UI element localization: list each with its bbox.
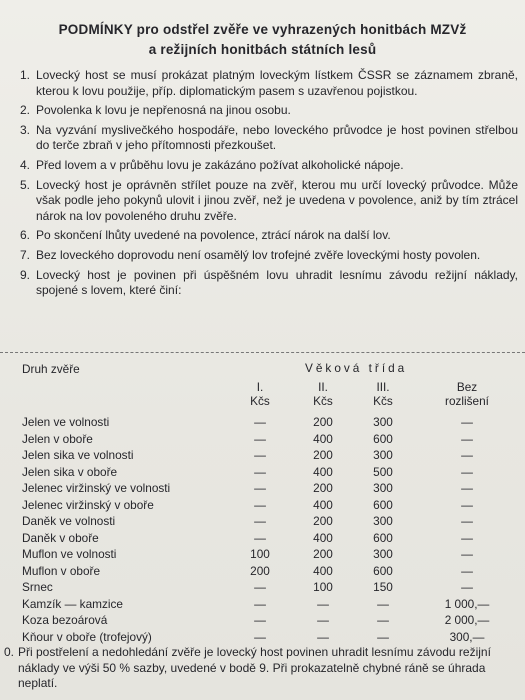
table-row — [0, 630, 525, 646]
fee-cell: — — [254, 613, 266, 627]
fee-cell: — — [254, 481, 266, 495]
fee-cell: — — [461, 415, 473, 429]
rule-item — [8, 228, 518, 244]
fee-cell: — — [461, 514, 473, 528]
fee-cell: — — [461, 481, 473, 495]
footer-text: Při postřelení a nedohledání zvěře je lovecký host povinen uhradit lesnímu závodu režijní náklady ve výši 50 % sazby, uvedené v bodě 9. Při prokazatelně chybné ráně se úhrada neplatí. — [18, 645, 491, 690]
column-header-line-1: II. — [318, 380, 328, 394]
column-header-line-1: Bez — [456, 380, 478, 394]
species-name: Muflon v oboře — [22, 563, 101, 578]
rules-list — [8, 68, 518, 303]
rule-number: 9. — [19, 267, 30, 282]
species-name: Jelen sika ve volnosti — [22, 448, 134, 462]
footer-note — [0, 645, 515, 692]
species-name: Jelenec viržinský v oboře — [22, 497, 154, 512]
rule-item — [8, 268, 518, 299]
fee-cell: 400 — [313, 497, 333, 512]
species-name: Kamzík — kamzice — [22, 596, 123, 611]
rule-number: 4. — [19, 158, 30, 173]
rule-text: Lovecký host je oprávněn střílet pouze na zvěř, kterou mu určí lovecký průvodce. Může však podle jeho pokynů ulovit i jinou zvěř, než je uvedena v povolence, aniž by tím ztrácel nárok na lov povoleného druhu zvěře. — [36, 177, 518, 223]
fee-cell: — — [317, 629, 329, 644]
table-row — [0, 580, 525, 596]
species-name: Kňour v oboře (trofejový) — [22, 629, 152, 644]
footer-number: 0. — [3, 645, 14, 659]
species-name: Daněk ve volnosti — [22, 514, 116, 528]
fee-cell: — — [461, 497, 473, 512]
fee-cell: 300 — [373, 481, 393, 495]
rule-text: Lovecký host se musí prokázat platným loveckým lístkem ČSSR se záznamem zbraně, kterou k lovu použije, příp. diplomatickým pasem s uzavřenou pojistkou. — [36, 68, 518, 98]
age-class-column-header — [353, 380, 413, 408]
fee-cell: 300 — [373, 514, 393, 528]
fee-cell: 200 — [313, 448, 333, 462]
fee-cell: — — [254, 497, 266, 512]
table-row — [0, 597, 525, 613]
table-row — [0, 481, 525, 497]
rule-text: Před lovem a v průběhu lovu je zakázáno požívat alkoholické nápoje. — [36, 158, 404, 173]
fee-cell: — — [461, 464, 473, 479]
table-row — [0, 432, 525, 448]
table-row — [0, 613, 525, 629]
fee-cell: — — [461, 547, 473, 561]
fee-cell: — — [254, 448, 266, 462]
species-name: Jelenec viržinský ve volnosti — [22, 481, 171, 495]
fee-cell: — — [461, 431, 473, 446]
fee-cell: — — [254, 514, 266, 528]
column-header-line-2: rozlišení — [445, 394, 489, 408]
fee-cell: 150 — [373, 580, 393, 594]
rule-text: Lovecký host je povinen při úspěšném lovu uhradit lesnímu závodu režijní náklady, spojené s lovem, které činí: — [36, 267, 518, 298]
fee-cell: 600 — [373, 563, 393, 578]
column-header-line-2: Kčs — [250, 394, 270, 408]
rule-number: 7. — [19, 248, 30, 263]
section-divider — [0, 352, 525, 353]
column-header-line-1: III. — [376, 380, 390, 394]
fee-cell: — — [377, 613, 389, 627]
title-line-1: PODMÍNKY pro odstřel zvěře ve vyhrazených honitbách MZVž — [58, 22, 467, 37]
rule-item — [8, 103, 518, 119]
rule-item — [8, 123, 518, 154]
rule-number: 5. — [19, 177, 30, 192]
fee-cell: 200 — [313, 514, 333, 528]
rule-text: Povolenka k lovu je nepřenosná na jinou osobu. — [36, 103, 291, 118]
table-row — [0, 415, 525, 431]
fee-cell: — — [254, 629, 266, 644]
table-row — [0, 498, 525, 514]
document-title — [0, 0, 525, 60]
fee-cell: — — [254, 530, 266, 545]
rule-number: 3. — [19, 122, 30, 137]
fee-cell: — — [317, 613, 329, 627]
fee-cell: — — [254, 415, 266, 429]
table-row — [0, 465, 525, 481]
fee-cell: 300,— — [449, 629, 485, 644]
column-header-line-2: Kčs — [313, 394, 333, 408]
rule-item — [8, 178, 518, 225]
fee-cell: — — [254, 580, 266, 594]
fee-cell: 300 — [373, 415, 393, 429]
fee-cell: 200 — [313, 547, 333, 561]
table-row — [0, 514, 525, 530]
species-name: Jelen sika v oboře — [22, 464, 118, 479]
fee-cell: 600 — [373, 497, 393, 512]
species-name: Jelen ve volnosti — [22, 415, 110, 429]
fee-cell: 1 000,— — [444, 596, 490, 611]
fee-cell: 500 — [373, 464, 393, 479]
table-row — [0, 547, 525, 563]
fee-cell: — — [461, 530, 473, 545]
rule-item — [8, 68, 518, 99]
table-row — [0, 448, 525, 464]
fee-cell: 400 — [313, 530, 333, 545]
column-header-line-1: I. — [256, 380, 264, 394]
rule-text: Na vyzvání myslivečkého hospodáře, nebo loveckého průvodce je host povinen střelbou do terče zbraň v jeho přítomnosti přezkoušet. — [36, 122, 518, 153]
fee-cell: 400 — [313, 431, 333, 446]
species-name: Muflon ve volnosti — [22, 547, 117, 561]
fee-cell: 200 — [313, 481, 333, 495]
fee-cell: 200 — [250, 563, 270, 578]
fee-cell: 300 — [373, 448, 393, 462]
column-header-line-2: Kčs — [373, 394, 393, 408]
species-name: Jelen v oboře — [22, 431, 93, 446]
fee-cell: — — [254, 431, 266, 446]
fee-cell: 200 — [313, 415, 333, 429]
rule-text: Po skončení lhůty uvedené na povolence, ztrácí nárok na další lov. — [36, 228, 391, 243]
age-class-column-header — [293, 380, 353, 408]
fee-cell: 600 — [373, 530, 393, 545]
fee-cell: — — [377, 596, 389, 611]
fee-cell: 300 — [373, 547, 393, 561]
fee-cell: 2 000,— — [444, 613, 490, 627]
fee-cell: 400 — [313, 563, 333, 578]
table-row — [0, 531, 525, 547]
fee-cell: 100 — [250, 547, 270, 561]
age-class-column-header — [230, 380, 290, 408]
fee-cell: — — [254, 464, 266, 479]
age-class-column-header — [432, 380, 502, 408]
fee-cell: 400 — [313, 464, 333, 479]
fee-cell: — — [317, 596, 329, 611]
rule-number: 6. — [19, 228, 30, 243]
species-name: Koza bezoárová — [22, 613, 108, 627]
species-column-header: Druh zvěře — [22, 362, 80, 376]
fee-cell: — — [377, 629, 389, 644]
rule-item — [8, 248, 518, 264]
rule-number: 1. — [19, 68, 30, 82]
rule-item — [8, 158, 518, 174]
title-line-2: a režijních honitbách státních lesů — [148, 42, 377, 57]
fee-cell: — — [461, 580, 473, 594]
fee-cell: 100 — [313, 580, 333, 594]
fee-cell: — — [461, 448, 473, 462]
fee-cell: — — [254, 596, 266, 611]
age-class-header: Věková třída — [305, 361, 408, 375]
fee-cell: 600 — [373, 431, 393, 446]
rule-text: Bez loveckého doprovodu není osamělý lov trofejné zvěře loveckými hosty povolen. — [36, 248, 481, 263]
table-row — [0, 564, 525, 580]
species-name: Srnec — [22, 580, 53, 594]
fee-cell: — — [461, 563, 473, 578]
rule-number: 2. — [19, 103, 30, 118]
species-name: Daněk v oboře — [22, 530, 99, 545]
